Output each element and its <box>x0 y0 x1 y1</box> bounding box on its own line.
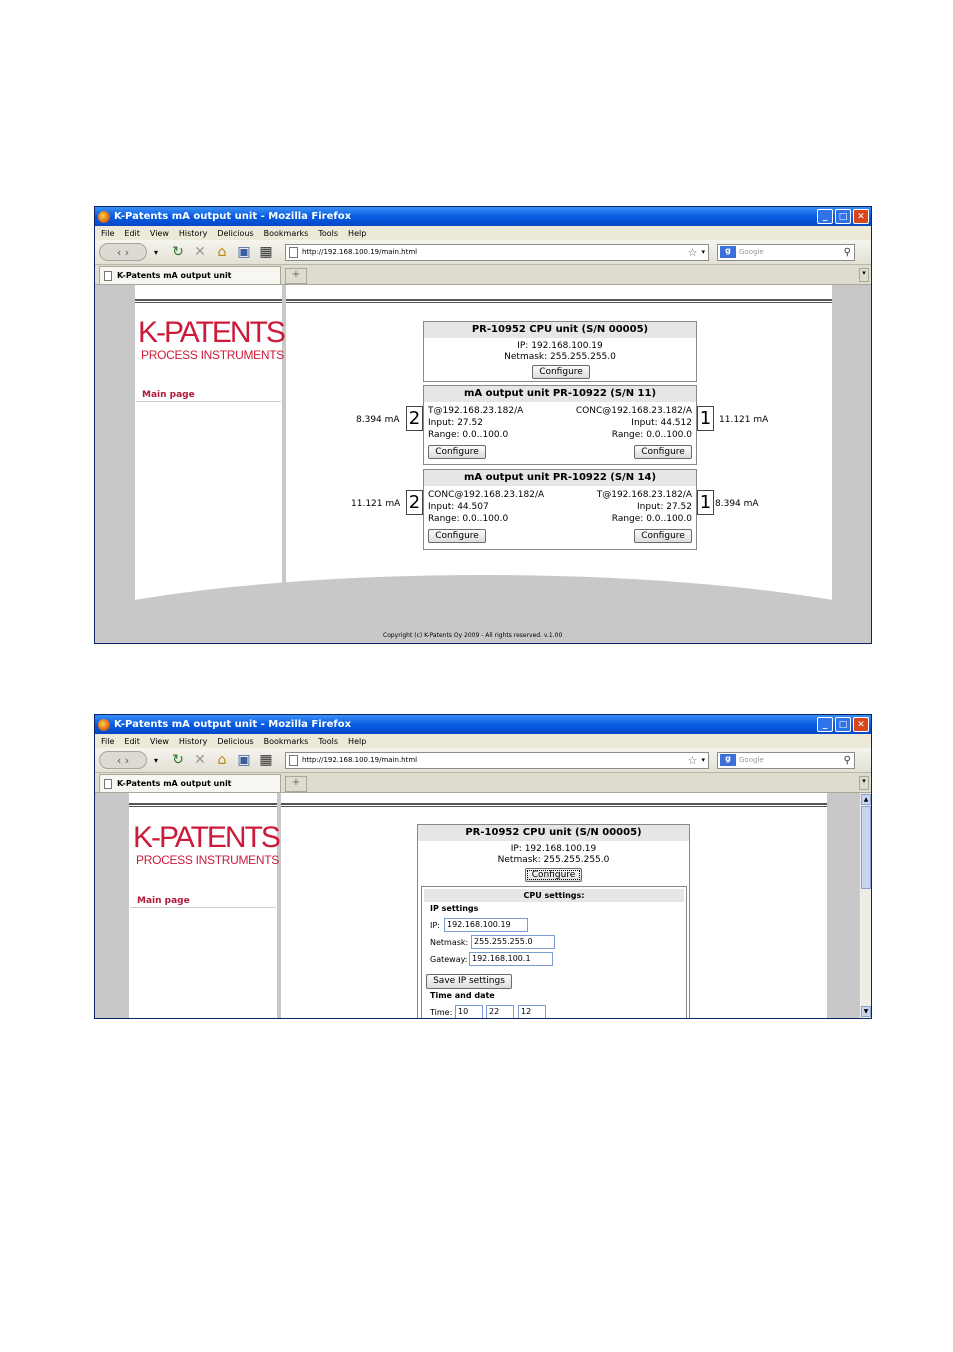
firefox-icon <box>98 719 110 731</box>
tab-label: K-Patents mA output unit <box>117 271 232 280</box>
unit14-left-ma: 11.121 mA <box>351 499 401 509</box>
menu-help[interactable]: Help <box>348 736 367 746</box>
maximize-icon[interactable]: □ <box>835 717 851 732</box>
firefox-icon <box>98 211 110 223</box>
gateway-label: Gateway: <box>430 955 468 964</box>
netmask-label: Netmask: <box>430 938 469 947</box>
time-label: Time: <box>430 1008 453 1017</box>
tab-main[interactable] <box>99 774 281 792</box>
google-icon[interactable]: g <box>720 754 736 766</box>
browser-window-1 <box>94 206 872 644</box>
logo-subtitle: PROCESS INSTRUMENTS <box>136 853 279 867</box>
menu-bar <box>95 226 871 240</box>
menu-view[interactable]: View <box>149 228 169 238</box>
ma-unit-11-box <box>423 385 697 465</box>
time-second-input[interactable]: 12 <box>518 1005 546 1018</box>
google-icon[interactable]: g <box>720 246 736 258</box>
search-placeholder: Google <box>739 756 764 764</box>
search-bar[interactable] <box>717 752 855 769</box>
tab-bar <box>95 265 871 285</box>
addon-icon[interactable]: ▦ <box>259 244 273 260</box>
cpu-unit-title: PR-10952 CPU unit (S/N 00005) <box>418 825 689 841</box>
ma-unit-14-title: mA output unit PR-10922 (S/N 14) <box>424 470 696 486</box>
menu-bookmarks[interactable]: Bookmarks <box>263 736 309 746</box>
unit14-channel-2: 2 <box>406 490 423 515</box>
bookmark-page-icon[interactable]: ▣ <box>237 244 251 260</box>
title-bar <box>95 207 871 226</box>
scroll-down-icon[interactable]: ▼ <box>861 1006 871 1017</box>
page-viewport <box>95 285 871 643</box>
cpu-configure-button[interactable]: Configure <box>525 868 582 882</box>
unit11-left-source: T@192.168.23.182/A <box>428 406 524 416</box>
unit11-right-configure-button[interactable]: Configure <box>634 445 692 459</box>
unit11-right-range: Range: 0.0..100.0 <box>611 430 692 440</box>
k-patents-logo: K-PATENTS <box>138 316 284 349</box>
unit14-channel-1: 1 <box>697 490 714 515</box>
cpu-configure-button[interactable]: Configure <box>532 365 590 379</box>
new-tab-button[interactable]: + <box>285 268 307 284</box>
netmask-input[interactable]: 255.255.255.0 <box>471 935 555 949</box>
menu-file[interactable]: File <box>101 736 115 746</box>
cpu-unit-title: PR-10952 CPU unit (S/N 00005) <box>424 322 696 338</box>
main-page-link[interactable]: Main page <box>137 896 190 906</box>
scroll-up-icon[interactable]: ▲ <box>861 794 871 805</box>
copyright-footer: Copyright (c) K-Patents Oy 2009 - All rights reserved. v.1.00 <box>383 632 563 639</box>
address-bar[interactable] <box>285 244 709 261</box>
menu-edit[interactable]: Edit <box>124 736 140 746</box>
menu-file[interactable]: File <box>101 228 115 238</box>
cpu-settings-header: CPU settings: <box>424 889 684 902</box>
close-icon[interactable]: ✕ <box>853 209 869 224</box>
unit14-right-source: T@192.168.23.182/A <box>596 490 692 500</box>
nav-divider <box>130 907 276 908</box>
url-dropdown-icon[interactable]: ▾ <box>701 756 705 764</box>
home-icon[interactable]: ⌂ <box>217 244 227 260</box>
menu-bookmarks[interactable]: Bookmarks <box>263 228 309 238</box>
cpu-settings-panel <box>421 886 687 1018</box>
minimize-icon[interactable]: _ <box>817 209 833 224</box>
vertical-scrollbar[interactable] <box>859 793 871 1018</box>
search-placeholder: Google <box>739 248 764 256</box>
menu-edit[interactable]: Edit <box>124 228 140 238</box>
menu-history[interactable]: History <box>178 228 208 238</box>
unit11-right-ma: 11.121 mA <box>719 415 769 425</box>
menu-help[interactable]: Help <box>348 228 367 238</box>
search-icon[interactable]: ⚲ <box>843 246 851 258</box>
time-minute-input[interactable]: 22 <box>486 1005 514 1018</box>
bookmark-star-icon[interactable]: ☆ <box>687 245 698 259</box>
navigation-toolbar <box>95 240 871 265</box>
unit14-left-input: Input: 44.507 <box>428 502 489 512</box>
unit14-right-configure-button[interactable]: Configure <box>634 529 692 543</box>
unit11-left-ma: 8.394 mA <box>356 415 400 425</box>
history-dropdown-icon[interactable]: ▾ <box>153 247 158 257</box>
search-icon[interactable]: ⚲ <box>843 754 851 766</box>
unit14-left-configure-button[interactable]: Configure <box>428 529 486 543</box>
ma-unit-14-box <box>423 469 697 550</box>
window-title: K-Patents mA output unit - Mozilla Firefox <box>114 719 352 730</box>
minimize-icon[interactable]: _ <box>817 717 833 732</box>
window-title: K-Patents mA output unit - Mozilla Firefox <box>114 211 352 222</box>
unit14-left-range: Range: 0.0..100.0 <box>428 514 509 524</box>
gateway-input[interactable]: 192.168.100.1 <box>469 952 553 966</box>
tab-list-icon[interactable]: ▾ <box>859 776 869 790</box>
unit11-right-input: Input: 44.512 <box>631 418 692 428</box>
url-text: http://192.168.100.19/main.html <box>302 248 418 256</box>
url-dropdown-icon[interactable]: ▾ <box>701 248 705 256</box>
ma-unit-11-title: mA output unit PR-10922 (S/N 11) <box>424 386 696 402</box>
menu-view[interactable]: View <box>149 736 169 746</box>
back-forward-icon[interactable]: ‹ › <box>99 751 147 769</box>
unit11-left-configure-button[interactable]: Configure <box>428 445 486 459</box>
unit11-right-source: CONC@192.168.23.182/A <box>575 406 692 416</box>
cpu-unit-box <box>417 824 690 1018</box>
browser-window-2 <box>94 714 872 1019</box>
time-hour-input[interactable]: 10 <box>455 1005 483 1018</box>
page-viewport <box>95 793 871 1018</box>
unit14-right-range: Range: 0.0..100.0 <box>611 514 692 524</box>
menu-tools[interactable]: Tools <box>318 736 339 746</box>
ip-input[interactable]: 192.168.100.19 <box>444 918 528 932</box>
close-icon[interactable]: ✕ <box>853 717 869 732</box>
history-dropdown-icon[interactable]: ▾ <box>153 755 158 765</box>
new-tab-button[interactable]: + <box>285 776 307 792</box>
logo-subtitle: PROCESS INSTRUMENTS <box>141 348 284 362</box>
unit14-right-input: Input: 27.52 <box>637 502 692 512</box>
addon-icon[interactable]: ▦ <box>259 752 273 768</box>
k-patents-logo: K-PATENTS <box>133 821 279 854</box>
scrollbar-thumb[interactable] <box>861 806 871 889</box>
home-icon[interactable]: ⌂ <box>217 752 227 768</box>
cpu-unit-box <box>423 321 697 382</box>
maximize-icon[interactable]: □ <box>835 209 851 224</box>
unit14-right-ma: 8.394 mA <box>715 499 759 509</box>
ip-settings-heading: IP settings <box>430 904 479 913</box>
ip-label: IP: <box>430 921 440 930</box>
cpu-ip: IP: 192.168.100.19 <box>517 341 603 351</box>
menu-delicious[interactable]: Delicious <box>217 736 254 746</box>
menu-history[interactable]: History <box>178 736 208 746</box>
menu-delicious[interactable]: Delicious <box>217 228 254 238</box>
back-forward-icon[interactable]: ‹ › <box>99 243 147 261</box>
address-bar[interactable] <box>285 752 709 769</box>
tab-main[interactable] <box>99 266 281 284</box>
reload-icon[interactable]: ↻ <box>172 752 184 768</box>
unit11-channel-2: 2 <box>406 406 423 431</box>
unit11-left-input: Input: 27.52 <box>428 418 483 428</box>
bookmark-page-icon[interactable]: ▣ <box>237 752 251 768</box>
reload-icon[interactable]: ↻ <box>172 244 184 260</box>
tab-bar <box>95 773 871 793</box>
time-date-heading: Time and date <box>430 991 495 1000</box>
page-icon <box>289 247 298 258</box>
search-bar[interactable] <box>717 244 855 261</box>
top-rule <box>129 803 827 807</box>
page-icon <box>289 755 298 766</box>
tab-label: K-Patents mA output unit <box>117 779 232 788</box>
nav-divider <box>136 401 281 402</box>
unit11-channel-1: 1 <box>697 406 714 431</box>
navigation-toolbar <box>95 748 871 773</box>
unit14-left-source: CONC@192.168.23.182/A <box>428 490 545 500</box>
bookmark-star-icon[interactable]: ☆ <box>687 753 698 767</box>
menu-tools[interactable]: Tools <box>318 228 339 238</box>
stop-icon[interactable]: ✕ <box>194 244 206 260</box>
menu-bar <box>95 734 871 748</box>
cpu-ip: IP: 192.168.100.19 <box>510 844 597 854</box>
page-icon <box>104 271 112 281</box>
title-bar <box>95 715 871 734</box>
top-rule <box>135 299 832 303</box>
unit11-left-range: Range: 0.0..100.0 <box>428 430 509 440</box>
main-page-link[interactable]: Main page <box>142 390 195 400</box>
save-ip-settings-button[interactable]: Save IP settings <box>426 974 512 989</box>
stop-icon[interactable]: ✕ <box>194 752 206 768</box>
tab-list-icon[interactable]: ▾ <box>859 268 869 282</box>
cpu-netmask: Netmask: 255.255.255.0 <box>497 855 610 865</box>
url-text: http://192.168.100.19/main.html <box>302 756 418 764</box>
cpu-netmask: Netmask: 255.255.255.0 <box>504 352 616 362</box>
page-icon <box>104 779 112 789</box>
